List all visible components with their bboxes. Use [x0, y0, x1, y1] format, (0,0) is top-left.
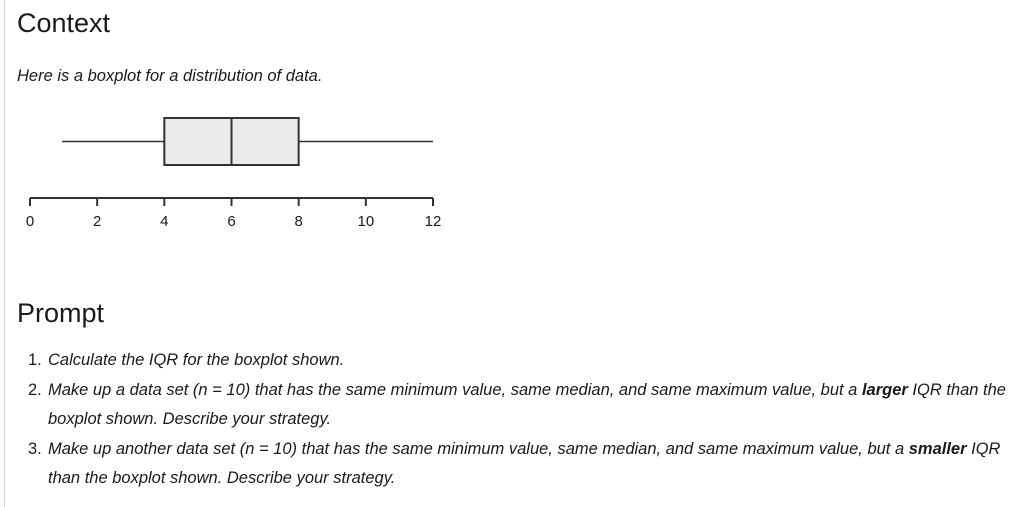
prompt-item-number: 3. — [28, 439, 42, 458]
prompt-list — [28, 346, 1013, 494]
prompt-item-emphasis: smaller — [908, 439, 967, 458]
prompt-item-text: Make up another data set (n = 10) that has the same minimum value, same median, and same maximum value, but a — [48, 439, 909, 458]
axis-tick-label: 10 — [357, 213, 375, 230]
prompt-item-emphasis: larger — [861, 380, 908, 399]
prompt-item-number: 2. — [28, 380, 42, 399]
axis-tick-label: 0 — [25, 213, 35, 230]
axis-ticks — [26, 198, 442, 230]
context-heading: Context — [17, 8, 111, 38]
prompt-item-1 — [28, 346, 1013, 376]
prompt-item-text: IQR than the boxplot shown. Describe your strategy. — [48, 380, 1006, 428]
prompt-item-2 — [28, 376, 1013, 435]
prompt-item-text: IQR than the boxplot shown. Describe your strategy. — [48, 439, 1001, 487]
left-border — [4, 0, 5, 507]
prompt-item-text: Calculate the IQR for the boxplot shown. — [48, 351, 345, 369]
prompt-heading: Prompt — [17, 298, 105, 328]
axis-tick-label: 8 — [294, 213, 303, 230]
prompt-item-3 — [28, 435, 1013, 494]
context-intro: Here is a boxplot for a distribution of data. — [17, 67, 323, 85]
axis-tick-label: 6 — [227, 213, 236, 230]
axis-tick-label: 2 — [92, 213, 102, 230]
boxplot-chart — [0, 100, 470, 240]
prompt-item-text: Make up a data set (n = 10) that has the same minimum value, same median, and same maximum value, but a — [48, 380, 862, 399]
axis-tick-label: 4 — [160, 213, 169, 230]
prompt-item-number: 1. — [28, 351, 42, 369]
axis-tick-label: 12 — [424, 213, 442, 230]
